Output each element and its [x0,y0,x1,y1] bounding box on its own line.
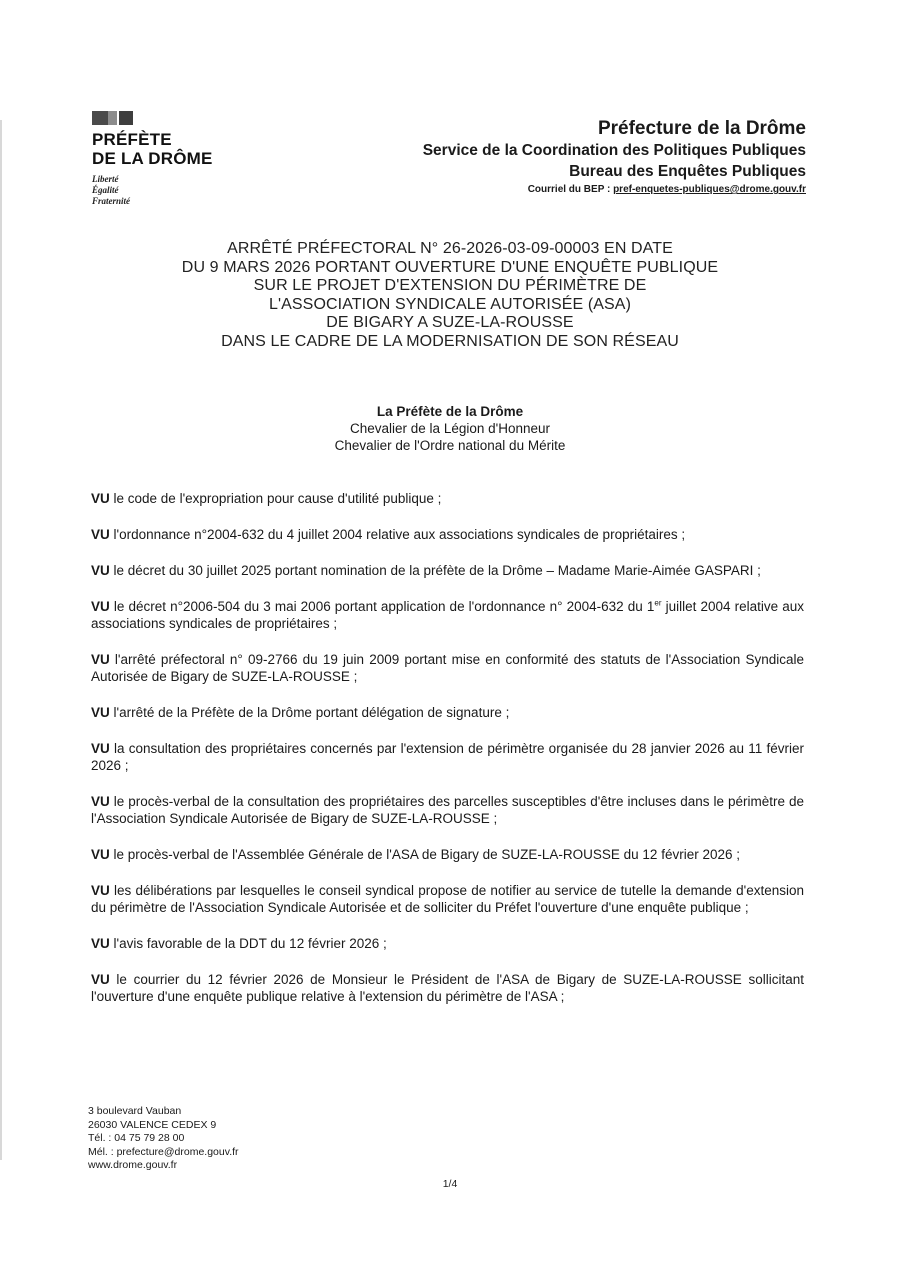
signing-authority [250,403,650,454]
scan-edge-line [0,120,2,1160]
visa-item: VU l'arrêté de la Préfète de la Drôme portant délégation de signature ; [91,705,510,720]
motto-liberte: Liberté [92,174,119,184]
decree-title [100,240,800,351]
motto-egalite: Égalité [92,185,119,195]
authority-name: La Préfète de la Drôme [376,404,524,419]
marianne-logo-block [92,110,213,207]
page-number: 1/4 [442,1178,458,1190]
marianne-flag-icon [92,110,213,126]
republic-motto [92,174,213,207]
bureau-name: Bureau des Enquêtes Publiques [569,163,806,180]
address-city: 26030 VALENCE CEDEX 9 [88,1118,217,1131]
address-website: www.drome.gouv.fr [88,1159,178,1171]
address-email: Mél. : prefecture@drome.gouv.fr [88,1145,239,1158]
visa-item: VU le code de l'expropriation pour cause d'utilité publique ; [91,491,442,506]
title-line: DE BIGARY A SUZE-LA-ROUSSE [326,314,574,331]
title-line: DANS LE CADRE DE LA MODERNISATION DE SON RÉSEAU [221,332,679,350]
visas-list [91,490,804,1005]
visa-item: VU le procès-verbal de l'Assemblée Générale de l'ASA de Bigary de SUZE-LA-ROUSSE du 12 février 2026 ; [91,847,740,862]
prefecture-address [88,1105,239,1173]
email-link[interactable]: pref-enquetes-publiques@drome.gouv.fr [613,184,806,195]
visa-item: VU le décret du 30 juillet 2025 portant nomination de la préfète de la Drôme – Madame Marie-Aimée GASPARI ; [91,563,761,578]
visa-item: VU l'avis favorable de la DDT du 12 février 2026 ; [91,936,387,951]
prefete-name-line1: PRÉFÈTE [92,130,172,149]
service-name: Service de la Coordination des Politiques Publiques [422,142,806,159]
authority-honor-1: Chevalier de la Légion d'Honneur [350,421,550,436]
prefecture-name: Préfecture de la Drôme [597,118,806,139]
address-phone: Tél. : 04 75 79 28 00 [88,1132,185,1144]
email-label: Courriel du BEP : [527,184,614,195]
title-line: SUR LE PROJET D'EXTENSION DU PÉRIMÈTRE DE [253,277,647,294]
issuing-office-header [423,118,806,197]
address-street: 3 boulevard Vauban [88,1105,182,1117]
bureau-email-line [423,183,806,197]
title-line: L'ASSOCIATION SYNDICALE AUTORISÉE (ASA) [268,295,631,313]
visa-item: VU l'arrêté préfectoral n° 09-2766 du 19 juin 2009 portant mise en conformité des statuts de l'Association Syndicale Autorisée de Bigary de SUZE-LA-ROUSSE ; [91,652,804,684]
visa-item: VU le décret n°2006-504 du 3 mai 2006 portant application de l'ordonnance n° 2004-632 du 1er juillet 2004 relative aux associations syndicales de propriétaires ; [91,598,804,631]
title-line: DU 9 MARS 2026 PORTANT OUVERTURE D'UNE ENQUÊTE PUBLIQUE [181,258,719,276]
visa-item: VU le courrier du 12 février 2026 de Monsieur le Président de l'ASA de Bigary de SUZE-LA-ROUSSE sollicitant l'ouverture d'une enquête publique relative à l'extension du périmètre de l'ASA ; [91,972,804,1004]
authority-honor-2: Chevalier de l'Ordre national du Mérite [334,438,566,453]
visa-item: VU la consultation des propriétaires concernés par l'extension de périmètre organisée du 28 janvier 2026 au 11 février 2026 ; [91,741,804,773]
title-line: ARRÊTÉ PRÉFECTORAL N° 26-2026-03-09-00003 EN DATE [227,240,673,257]
motto-fraternite: Fraternité [92,196,131,206]
visa-item: VU l'ordonnance n°2004-632 du 4 juillet 2004 relative aux associations syndicales de propriétaires ; [91,527,686,542]
prefete-name-line2: DE LA DRÔME [92,149,213,168]
visa-item: VU le procès-verbal de la consultation des propriétaires des parcelles susceptibles d'être incluses dans le périmètre de l'Association Syndicale Autorisée de Bigary de SUZE-LA-ROUSSE ; [91,794,804,826]
visa-item: VU les délibérations par lesquelles le conseil syndical propose de notifier au service de tutelle la demande d'extension du périmètre de l'Association Syndicale Autorisée et de solliciter du Préfet l'ouverture d'une enquête publique ; [91,883,804,915]
